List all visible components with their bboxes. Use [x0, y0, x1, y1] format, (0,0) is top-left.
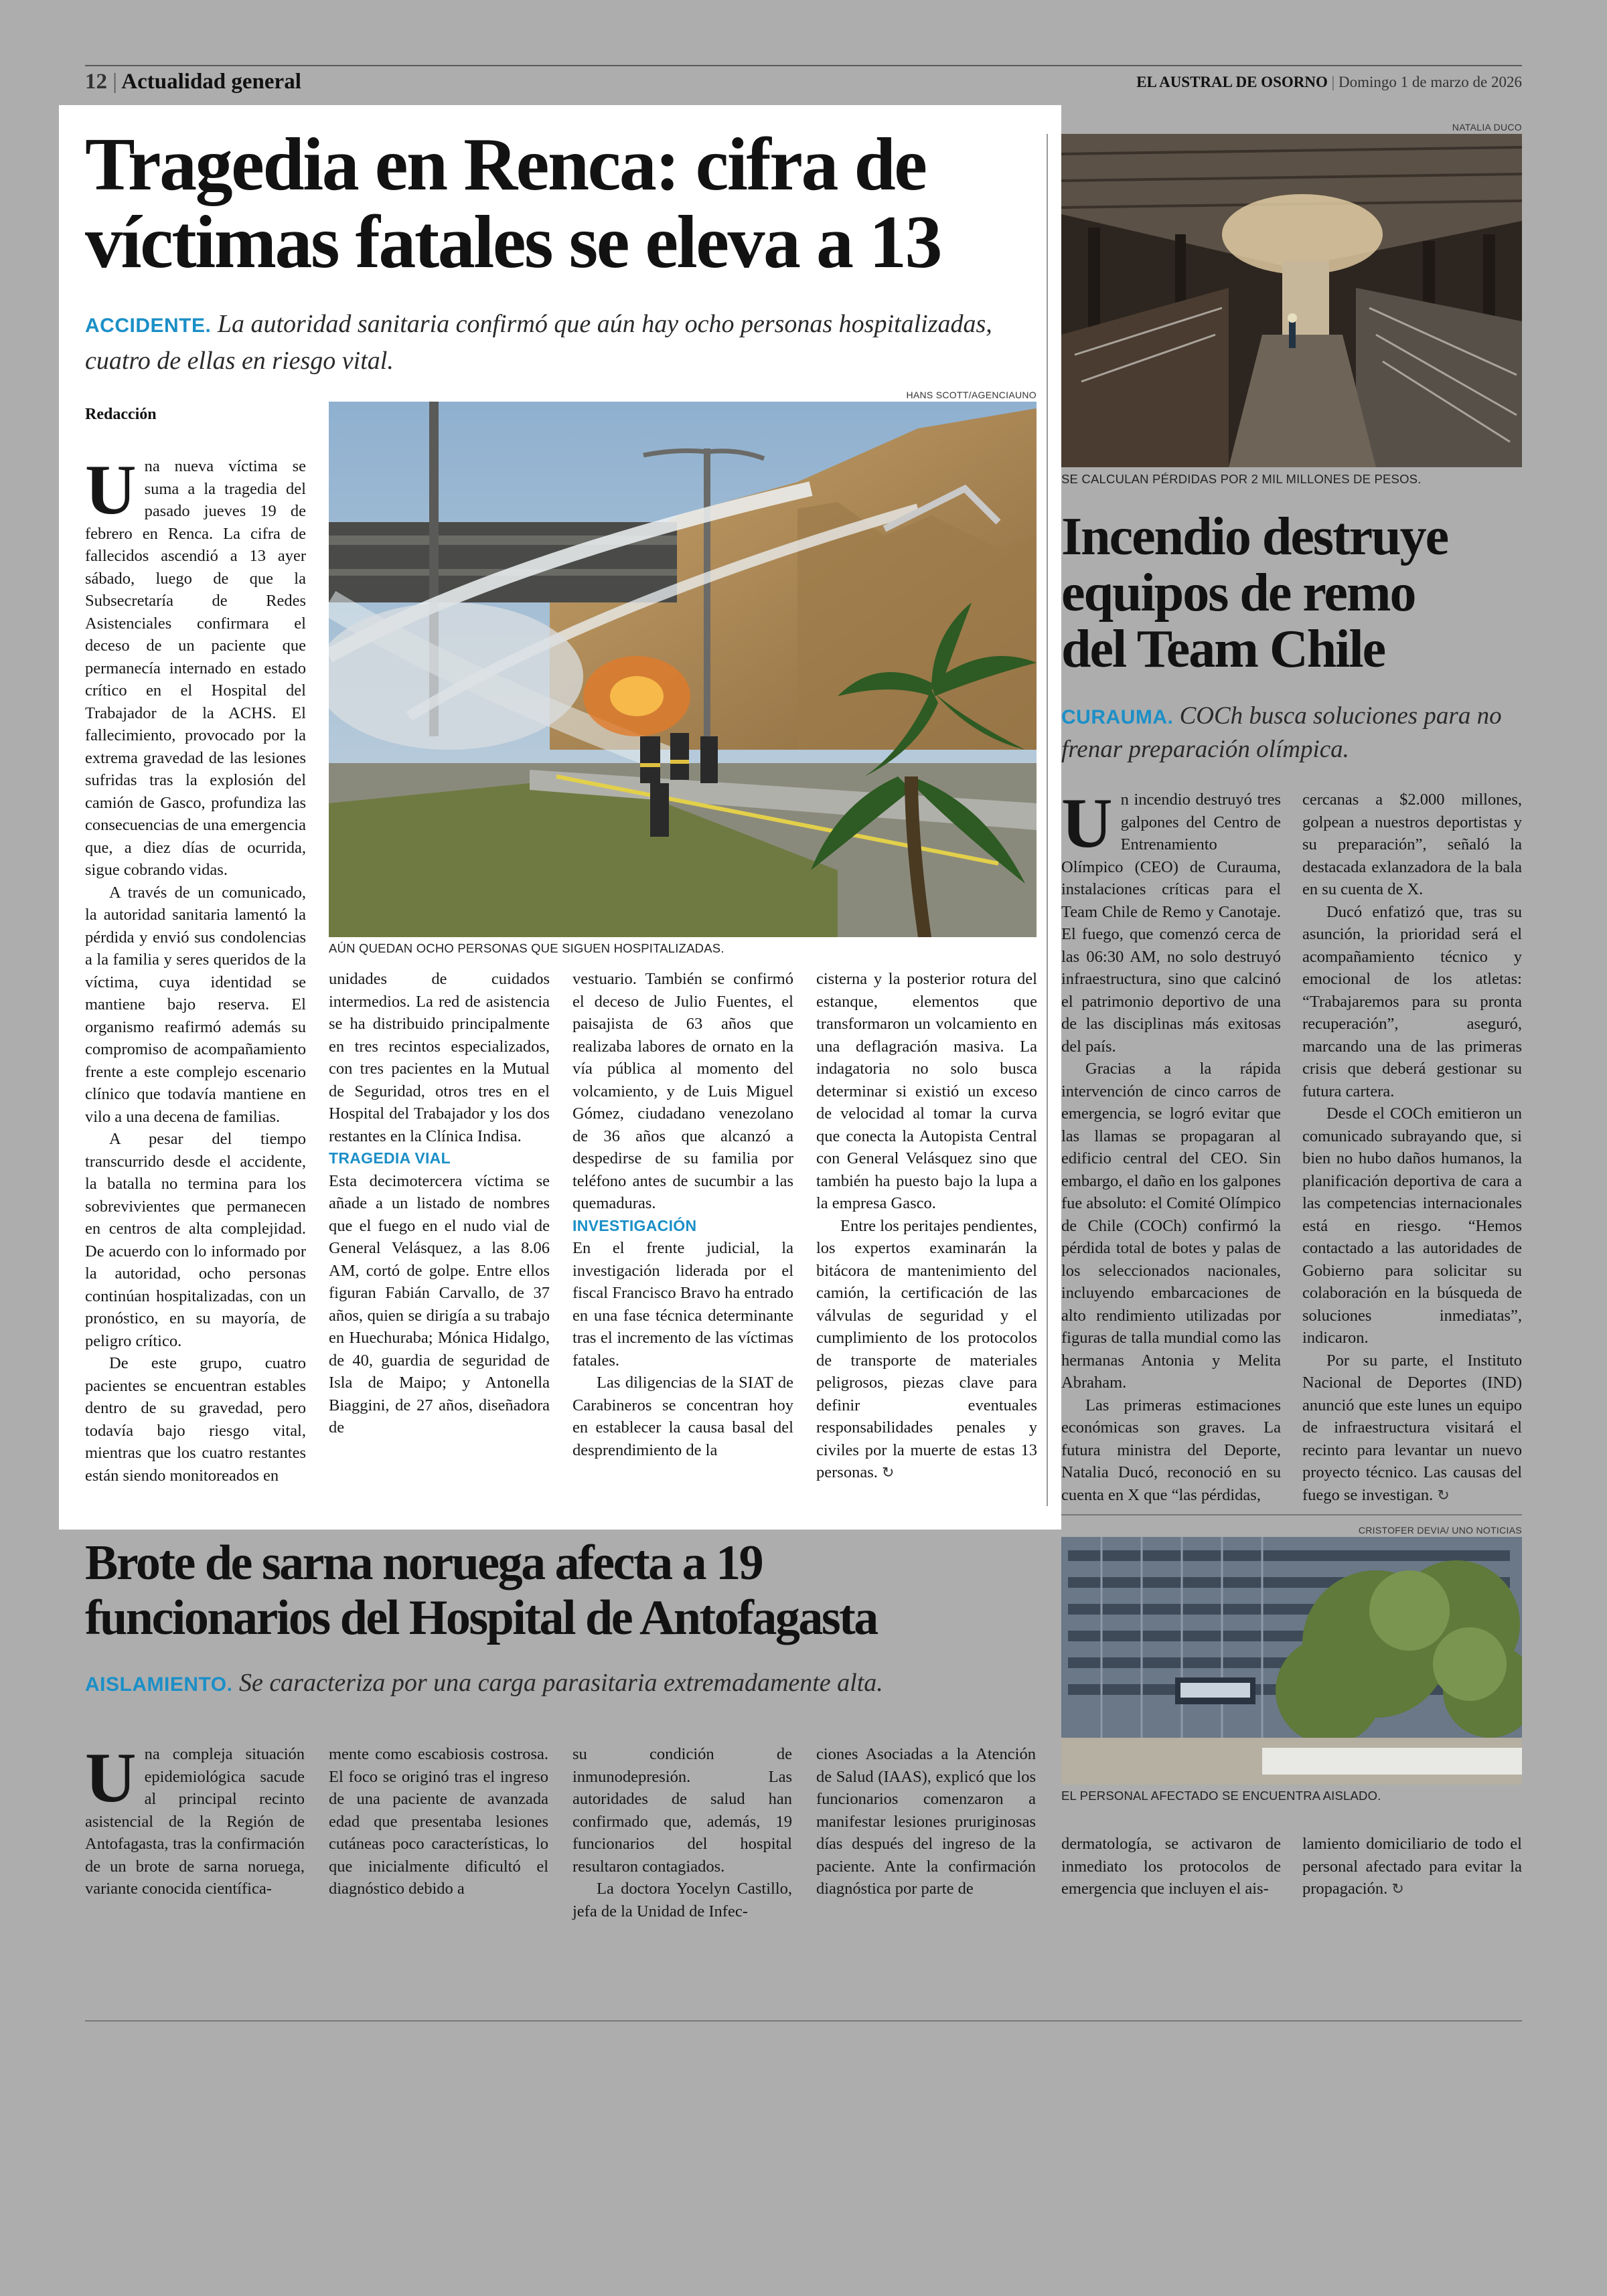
newspaper-name: EL AUSTRAL DE OSORNO	[1136, 74, 1328, 90]
main-col2-p1: unidades de cuidados intermedios. La red de asistencia se ha distribuido principalmente en tres recintos especializados, con tres pacientes en la Mutual de Seguridad, otros tres en el Hospital del Trabajador y los dos restantes en la Clínica Indisa.	[329, 970, 550, 1145]
main-drop-cap: U	[85, 450, 137, 529]
page-header-right: EL AUSTRAL DE OSORNO | Domingo 1 de marzo de 2026	[1136, 74, 1522, 90]
main-col1-p4: De este grupo, cuatro pacientes se encuentran estables dentro de su gravedad, pero todavía bajo riesgo vital, mientras que los cuatro restantes están siendo monitoreados en	[85, 1354, 306, 1485]
side-col2-p3: Desde el COCh emitieron un comunicado subrayando que, si bien no hubo daños humanos, la planificación deportiva de cara a las competencias internacionales está en riesgo. “Hemos contactado a las autoridades de Gobierno para solicitar su colaboración en la búsqueda de soluciones inmediatas”, indicaron.	[1302, 1104, 1522, 1347]
bottom-deck	[85, 1667, 1049, 1701]
main-column-4	[816, 968, 1037, 1485]
bottom-column-5	[1061, 1833, 1281, 1900]
side-col1-p3: Las primeras estimaciones económicas son graves. La futura ministra del Deporte, Natalia Ducó, reconoció en su cuenta en X que “las pérdidas,	[1061, 1396, 1281, 1504]
bottom-headline-line2: funcionarios del Hospital de Antofagasta	[85, 1590, 877, 1645]
main-deck-text: La autoridad sanitaria confirmó que aún hay ocho personas hospitalizadas, cuatro de ellas en riesgo vital.	[85, 310, 992, 375]
bottom-photo-hospital	[1061, 1537, 1522, 1785]
main-col1-p2: A través de un comunicado, la autoridad sanitaria lamentó la pérdida y envió sus condolencias a la familia y seres queridos de la víctima, cuya identidad se mantiene bajo reserva. El organismo reafirmó además su compromiso de acompañamiento frente a este complejo escenario clínico que todavía mantiene en vilo a una decena de familias.	[85, 883, 306, 1126]
main-column-3	[572, 968, 793, 1461]
main-col3-p1: vestuario. También se confirmó el deceso de Julio Fuentes, el paisajista de 63 años que realizaba labores de ornato en la vía pública al momento del volcamiento, y de Luis Miguel Gómez, ciudadano venezolano de 36 años que alcanzó a despedirse de su familia por teléfono antes de sucumbir a las quemaduras.	[572, 970, 793, 1212]
bottom-col6: lamiento domiciliario de todo el personal afectado para evitar la propagación.	[1302, 1835, 1522, 1898]
side-headline-line3: del Team Chile	[1061, 620, 1385, 679]
section-name: Actualidad general	[121, 70, 301, 94]
bottom-column-3	[572, 1743, 792, 1922]
byline: Redacción	[85, 406, 157, 423]
main-headline-line1: Tragedia en Renca: cifra de	[85, 123, 926, 206]
side-col1-p2: Gracias a la rápida intervención de cinco carros de emergencia, se logró evitar que las llamas se propagaran al edificio central del CEO. Sin embargo, el daño en los galpones fue absoluto: el Comité Olímpico de Chile (COCh) confirmó la pérdida total de botes y palas de los seleccionados nacionales, incluyendo embarcaciones de alto rendimiento utilizadas por figuras de talla mundial como las hermanas Antonia y Melita Abraham.	[1061, 1060, 1281, 1392]
end-mark-icon: ↻	[881, 1465, 895, 1481]
section-divider-right	[1061, 1514, 1522, 1515]
main-photo-credit: HANS SCOTT/AGENCIAUNO	[906, 390, 1037, 400]
bottom-kicker: AISLAMIENTO.	[85, 1673, 233, 1696]
side-deck	[1061, 700, 1522, 766]
page-header-left: 12 | Actualidad general	[85, 70, 301, 94]
side-deck-text: COCh busca soluciones para no frenar preparación olímpica.	[1061, 702, 1502, 763]
header-top-rule	[85, 65, 1522, 66]
side-headline-line1: Incendio destruye	[1061, 507, 1448, 566]
bottom-photo-credit: CRISTOFER DEVIA/ UNO NOTICIAS	[1358, 1525, 1522, 1536]
side-headline	[1061, 509, 1522, 677]
main-col1-p3: A pesar del tiempo transcurrido desde el accidente, la batalla no termina para los sobrevivientes que permanecen en centros de alta complejidad. De acuerdo con lo informado por la autoridad, ocho personas continúan hospitalizadas, con un pronóstico, en su mayoría, de peligro crítico.	[85, 1130, 306, 1350]
main-headline	[85, 123, 1049, 284]
bottom-column-6	[1302, 1833, 1522, 1901]
end-mark-icon: ↻	[1391, 1881, 1404, 1898]
bottom-column-4	[816, 1743, 1036, 1900]
subhead-tragedia-vial: TRAGEDIA VIAL	[329, 1149, 451, 1167]
main-col3-p3: Las diligencias de la SIAT de Carabineros se concentran hoy en establecer la causa basal del desprendimiento de la	[572, 1374, 793, 1459]
side-headline-line2: equipos de remo	[1061, 564, 1415, 623]
bottom-col1: na compleja situación epidemiológica sacude al principal recinto asistencial de la Región de Antofagasta, tras la confirmación de un brote de sarna noruega, variante conocida científica-	[85, 1745, 305, 1898]
page-number: 12	[85, 70, 107, 94]
bottom-col4: ciones Asociadas a la Atención de Salud (IAAS), explicó que los funcionarios comenzaron a manifestar lesiones pruriginosas días después del ingreso de la paciente. Ante la confirmación diagnóstica por parte de	[816, 1745, 1036, 1898]
bottom-photo-caption: EL PERSONAL AFECTADO SE ENCUENTRA AISLADO.	[1061, 1789, 1381, 1803]
side-column-2	[1302, 789, 1522, 1507]
column-divider	[1047, 134, 1048, 1506]
bottom-headline	[85, 1536, 1049, 1645]
bottom-deck-text: Se caracteriza por una carga parasitaria extremadamente alta.	[238, 1669, 883, 1697]
side-col1-p1: n incendio destruyó tres galpones del Centro de Entrenamiento Olímpico (CEO) de Curauma, instalaciones críticas para el Team Chile de Remo y Canotaje. El fuego, que comenzó cerca de las 06:30 AM, no solo destruyó infraestructura, sino que calcinó el patrimonio deportivo de una de las disciplinas más exitosas del país.	[1061, 791, 1281, 1056]
side-drop-cap: U	[1061, 784, 1113, 862]
main-kicker: ACCIDENTE.	[85, 315, 212, 337]
main-photo-caption: AÚN QUEDAN OCHO PERSONAS QUE SIGUEN HOSPITALIZADAS.	[329, 941, 724, 955]
main-headline-line2: víctimas fatales se eleva a 13	[85, 201, 941, 284]
bottom-drop-cap: U	[85, 1738, 137, 1817]
issue-date: Domingo 1 de marzo de 2026	[1338, 74, 1522, 90]
side-photo-burned-boathouse	[1061, 134, 1522, 467]
side-col2-p1: cercanas a $2.000 millones, golpean a nuestros deportistas y su preparación”, señaló la destacada exlanzadora de la bala en su cuenta de X.	[1302, 791, 1522, 898]
main-photo-fire-scene	[329, 402, 1037, 937]
bottom-col3-p1: su condición de inmunodepresión. Las autoridades de salud han confirmado que, además, 19 funcionarios del hospital resultaron contagiados.	[572, 1745, 792, 1876]
main-col3-p2: En el frente judicial, la investigación liderada por el fiscal Francisco Bravo ha entrado en una fase técnica determinante tras el incremento de las víctimas fatales.	[572, 1239, 793, 1370]
bottom-column-2	[329, 1743, 548, 1900]
bottom-col3-p2: La doctora Yocelyn Castillo, jefa de la Unidad de Infec-	[572, 1880, 792, 1920]
subhead-investigacion: INVESTIGACIÓN	[572, 1216, 697, 1234]
main-deck	[85, 307, 1029, 378]
footer-rule	[85, 2020, 1522, 2022]
side-col2-p2: Ducó enfatizó que, tras su asunción, la prioridad será el acompañamiento técnico y emocional de los atletas: “Trabajaremos para su pronta recuperación”, aseguró, marcando una de las primeras crisis que deberá gestionar su futura cartera.	[1302, 902, 1522, 1100]
bottom-col2: mente como escabiosis costrosa. El foco se originó tras el ingreso de una paciente de avanzada edad que presentaba lesiones cutáneas poco características, lo que inicialmente dificultó el diagnóstico debido a	[329, 1745, 548, 1898]
main-col4-p1: cisterna y la posterior rotura del estanque, elementos que transformaron un volcamiento en una deflagración masiva. La indagatoria no solo busca determinar si existió un exceso de velocidad al tomar la curva que conecta la Autopista Central con General Velásquez sino que también ha puesto bajo la lupa a la empresa Gasco.	[816, 970, 1037, 1212]
side-col2-p4: Por su parte, el Instituto Nacional de Deportes (IND) anunció que este lunes un equipo de infraestructura visitará el recinto para levantar un nuevo proyecto técnico. Las causas del fuego se investigan.	[1302, 1351, 1522, 1504]
main-column-1	[85, 450, 306, 1487]
side-kicker: CURAUMA.	[1061, 706, 1174, 728]
side-photo-caption: SE CALCULAN PÉRDIDAS POR 2 MIL MILLONES DE PESOS.	[1061, 472, 1422, 486]
main-col2-p2: Esta decimotercera víctima se añade a un listado de nombres que el fuego en el nudo vial de General Velásquez, a las 8.06 AM, cortó de golpe. Entre ellos figuran Fabián Carvallo, de 37 años, quien se dirigía a su trabajo en Huechuraba; Mónica Hidalgo, de 40, guardia de seguridad de Isla de Maipo; y Antonella Biaggini, de 27 años, diseñadora de	[329, 1171, 550, 1437]
main-col1-p1: na nueva víctima se suma a la tragedia del pasado jueves 19 de febrero en Renca. La cifra de fallecidos ascendió a 13 ayer sábado, luego de que la Subsecretaría de Redes Asistenciales confirmara el deceso de un paciente que permanecía internado en estado crítico en el Hospital del Trabajador de la ACHS. El fallecimiento, provocado por la extrema gravedad de las lesiones sufridas tras la explosión del camión de Gasco, profundiza las consecuencias de una emergencia que, a diez días de ocurrida, sigue cobrando vidas.	[85, 457, 306, 879]
end-mark-icon: ↻	[1437, 1487, 1450, 1504]
main-column-2	[329, 968, 550, 1439]
side-photo-credit: NATALIA DUCO	[1452, 122, 1522, 133]
bottom-headline-line1: Brote de sarna noruega afecta a 19	[85, 1536, 763, 1590]
main-col4-p2: Entre los peritajes pendientes, los expertos examinarán la bitácora de mantenimiento del camión, la certificación de las válvulas de seguridad y el cumplimiento de los protocolos de transporte de materiales peligrosos, piezas clave para definir eventuales responsabilidades penales y civiles por la muerte de estas 13 personas.	[816, 1216, 1037, 1481]
bottom-col5: dermatología, se activaron de inmediato los protocolos de emergencia que incluyen el ais-	[1061, 1835, 1281, 1898]
side-column-1	[1061, 784, 1281, 1506]
bottom-column-1	[85, 1738, 305, 1900]
